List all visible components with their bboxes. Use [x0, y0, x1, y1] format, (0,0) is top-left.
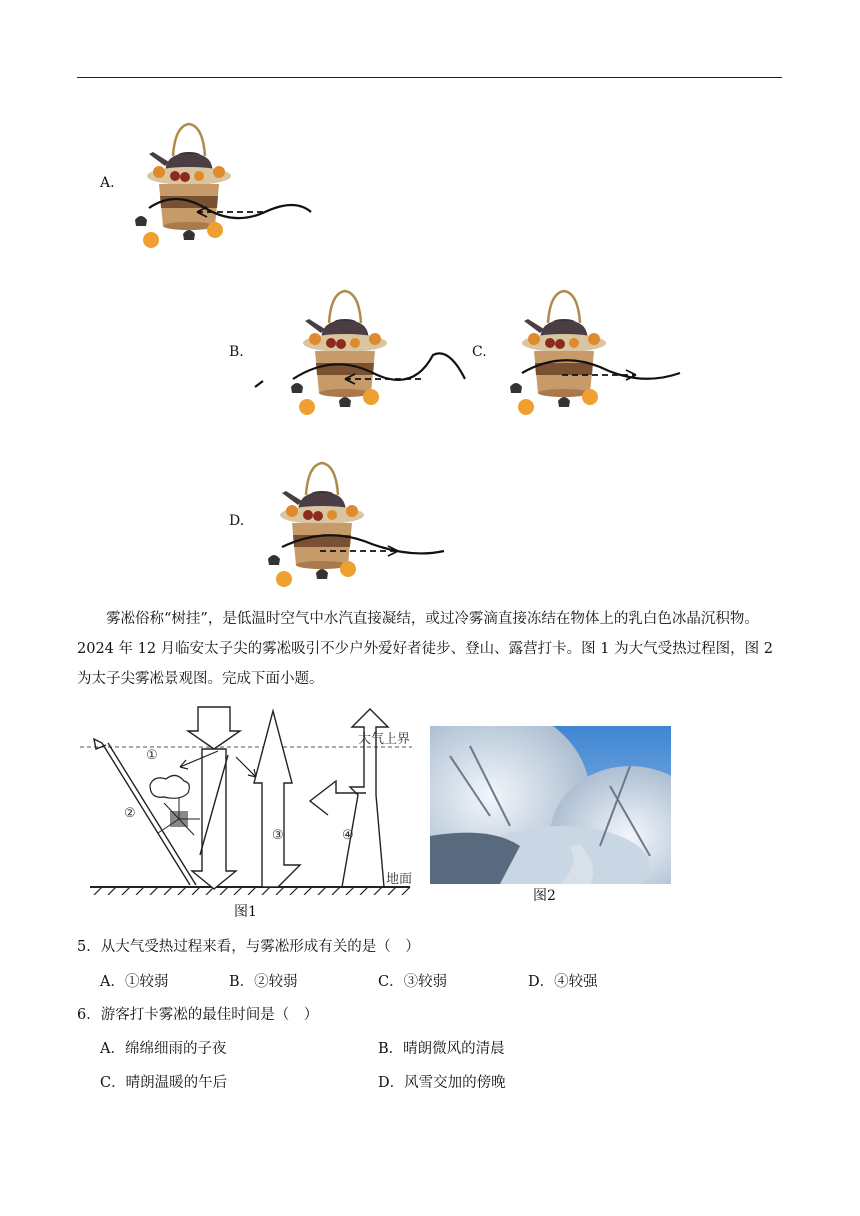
option-d-diagram	[268, 455, 448, 595]
q5-option-c[interactable]: C．③较弱	[378, 974, 448, 990]
q6-stem: 6．游客打卡雾凇的最佳时间是（ ）	[77, 1007, 319, 1023]
passage	[77, 604, 787, 694]
option-c-diagram	[500, 283, 685, 423]
q6-option-c[interactable]: C．晴朗温暖的午后	[100, 1075, 228, 1091]
mark-1: ①	[146, 748, 158, 763]
header-rule	[77, 77, 782, 78]
q6-option-a[interactable]: A．绵绵细雨的子夜	[100, 1041, 227, 1057]
q5-option-d[interactable]: D．④较强	[528, 974, 598, 990]
option-b-label: B.	[229, 344, 244, 360]
q6-option-b[interactable]: B．晴朗微风的清晨	[378, 1041, 505, 1057]
figure1-heating-diagram	[80, 705, 420, 895]
ground-label: 地面	[386, 872, 413, 887]
q5-option-b[interactable]: B．②较弱	[229, 974, 298, 990]
passage-line-3: 为太子尖雾凇景观图。完成下面小题。	[77, 671, 324, 687]
option-a-label: A.	[100, 175, 115, 191]
atmos-top-label: 大气上界	[358, 732, 411, 747]
option-d-label: D.	[229, 513, 245, 529]
option-b-diagram	[253, 283, 468, 423]
mark-2: ②	[124, 806, 136, 821]
q5-option-a[interactable]: A．①较弱	[100, 974, 169, 990]
option-c-label: C.	[472, 344, 487, 360]
option-a-diagram	[135, 116, 315, 256]
figure2-caption: 图2	[533, 888, 556, 904]
figure1-caption: 图1	[234, 904, 257, 920]
q6-option-d[interactable]: D．风雪交加的傍晚	[378, 1075, 506, 1091]
figure2-rime-photo	[430, 726, 671, 884]
passage-line-2: 2024 年 12 月临安太子尖的雾凇吸引不少户外爱好者徒步、登山、露营打卡。图 1 为大气受热过程图，图 2	[77, 641, 773, 657]
mark-3: ③	[272, 828, 284, 843]
mark-4: ④	[342, 828, 354, 843]
q5-stem: 5．从大气受热过程来看，与雾凇形成有关的是（ ）	[77, 939, 420, 955]
passage-line-1: 雾凇俗称“树挂”，是低温时空气中水汽直接凝结，或过冷雾滴直接冻结在物体上的乳白色冰晶沉积物。	[106, 611, 759, 627]
